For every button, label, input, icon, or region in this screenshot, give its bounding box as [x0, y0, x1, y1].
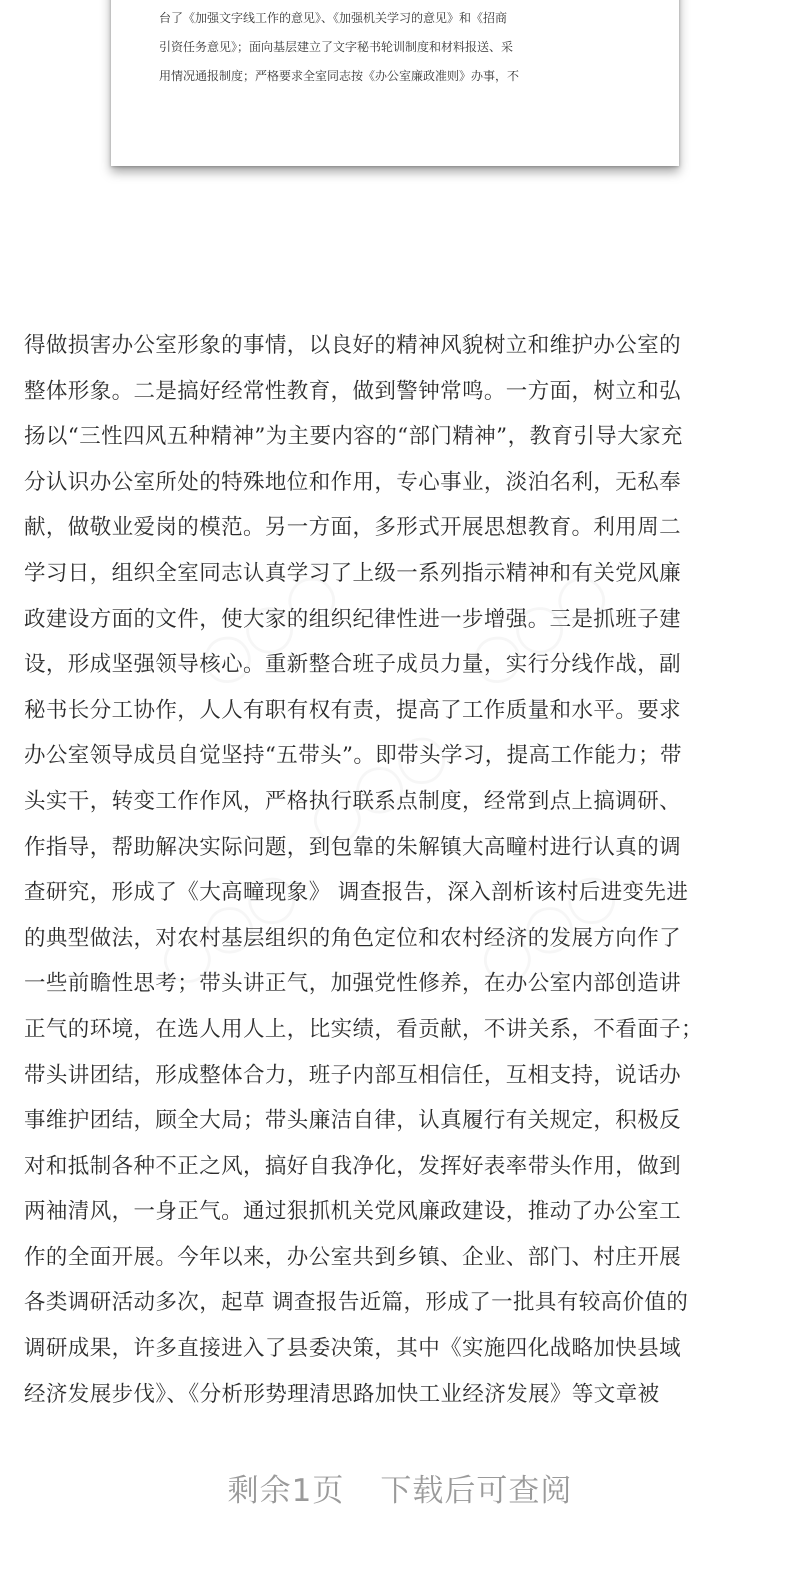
body-line: 对和抵制各种不正之风，搞好自我净化，发挥好表率带头作用，做到 [24, 1153, 682, 1179]
body-line: 作的全面开展。今年以来，办公室共到乡镇、企业、部门、村庄开展 [24, 1244, 682, 1270]
body-line: 设，形成坚强领导核心。重新整合班子成员力量，实行分线作战，副 [24, 652, 682, 678]
previous-page-preview [111, 0, 679, 166]
remaining-pages-count: 剩余1页 [227, 1473, 345, 1509]
body-line: 经济发展步伐》、《分析形势理清思路加快工业经济发展》等文章被 [24, 1381, 660, 1407]
document-body [24, 323, 794, 1417]
body-line: 调研成果，许多直接进入了县委决策，其中《实施四化战略加快县域 [24, 1336, 682, 1362]
preview-line: 用情况通报制度；严格要求全室同志按《办公室廉政准则》办事，不 [159, 69, 520, 83]
preview-line: 台了《加强文字线工作的意见》、《加强机关学习的意见》和《招商 [159, 11, 508, 25]
preview-text [159, 4, 639, 91]
preview-line: 引资任务意见》；面向基层建立了文字秘书轮训制度和材料报送、采 [159, 40, 514, 54]
body-line: 办公室领导成员自觉坚持“五带头”。即带头学习，提高工作能力；带 [24, 743, 682, 769]
body-line: 各类调研活动多次，起草 调查报告近篇，形成了一批具有较高价值的 [24, 1290, 689, 1316]
body-line: 头实干，转变工作作风，严格执行联系点制度，经常到点上搞调研、 [24, 788, 682, 814]
body-line: 两袖清风，一身正气。通过狠抓机关党风廉政建设，推动了办公室工 [24, 1199, 682, 1225]
body-line: 献，做敬业爱岗的模范。另一方面，多形式开展思想教育。利用周二 [24, 515, 682, 541]
body-line: 带头讲团结，形成整体合力，班子内部互相信任，互相支持，说话办 [24, 1062, 682, 1088]
download-to-view-hint: 下载后可查阅 [380, 1473, 573, 1509]
body-line: 事维护团结，顾全大局；带头廉洁自律，认真履行有关规定，积极反 [24, 1108, 682, 1134]
body-line: 得做损害办公室形象的事情，以良好的精神风貌树立和维护办公室的 [24, 333, 682, 358]
body-line: 的典型做法，对农村基层组织的角色定位和农村经济的发展方向作了 [24, 925, 682, 951]
body-line: 学习日，组织全室同志认真学习了上级一系列指示精神和有关党风廉 [24, 560, 682, 586]
body-line: 查研究，形成了《大高疃现象》 调查报告，深入剖析该村后进变先进 [24, 880, 689, 906]
body-line: 作指导，帮助解决实际问题，到包靠的朱解镇大高疃村进行认真的调 [24, 834, 682, 860]
body-line: 整体形象。二是搞好经常性教育，做到警钟常鸣。一方面，树立和弘 [24, 378, 682, 404]
body-line: 分认识办公室所处的特殊地位和作用，专心事业，淡泊名利，无私奉 [24, 469, 682, 495]
body-line: 一些前瞻性思考；带头讲正气，加强党性修养，在办公室内部创造讲 [24, 971, 682, 997]
body-line: 秘书长分工协作，人人有职有权有责，提高了工作质量和水平。要求 [24, 697, 682, 723]
body-line: 政建设方面的文件，使大家的组织纪律性进一步增强。三是抓班子建 [24, 606, 682, 632]
body-line: 扬以“三性四风五种精神”为主要内容的“部门精神”，教育引导大家充 [24, 424, 683, 450]
remaining-pages-notice [0, 1465, 800, 1510]
body-line: 正气的环境，在选人用人上，比实绩，看贡献，不讲关系，不看面子； [24, 1016, 703, 1042]
